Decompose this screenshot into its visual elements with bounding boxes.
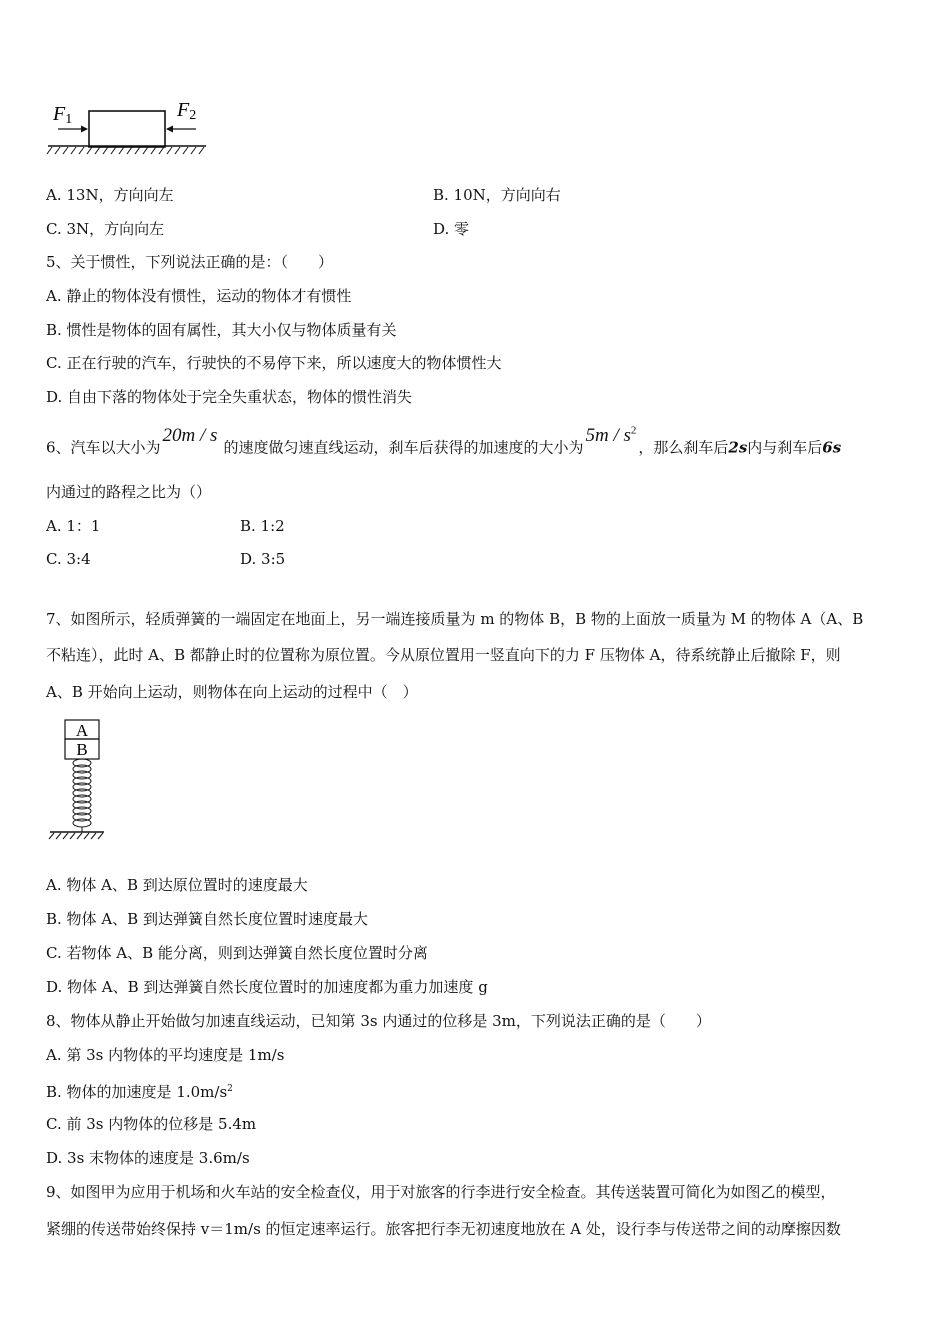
q6-option-b[interactable]: B. 1:2 — [240, 517, 285, 535]
block — [89, 111, 165, 147]
spring-diagram — [44, 718, 110, 842]
f1-label: F1 — [53, 103, 73, 127]
q4-option-d[interactable]: D. 零 — [433, 220, 470, 238]
q5-option-b[interactable]: B. 惯性是物体的固有属性，其大小仅与物体质量有关 — [46, 321, 397, 339]
q5-option-a[interactable]: A. 静止的物体没有惯性，运动的物体才有惯性 — [46, 287, 352, 305]
svg-text:A: A — [75, 721, 89, 740]
q7-stem-line1: 7、如图所示，轻质弹簧的一端固定在地面上，另一端连接质量为 m 的物体 B，B 物的上面放一质量为 M 的物体 A（A、B — [46, 610, 864, 628]
q7-option-b[interactable]: B. 物体 A、B 到达弹簧自然长度位置时速度最大 — [46, 910, 368, 928]
q6-option-a[interactable]: A. 1：1 — [46, 517, 101, 535]
q6-stem: 6、汽车以大小为20m / s的速度做匀速直线运动，刹车后获得的加速度的大小为$5m / s^2$，那么刹车后2s内与刹车后6s — [46, 425, 842, 457]
q8-option-c[interactable]: C. 前 3s 内物体的位移是 5.4m — [46, 1115, 257, 1133]
q8-option-d[interactable]: D. 3s 末物体的速度是 3.6m/s — [46, 1149, 250, 1167]
q5-stem: 5、关于惯性，下列说法正确的是：（ ） — [46, 253, 334, 271]
q8-stem: 8、物体从静止开始做匀加速直线运动，已知第 3s 内通过的位移是 3m，下列说法正确的是（ ） — [46, 1012, 711, 1030]
q4-option-a[interactable]: A. 13N，方向向左 — [46, 186, 174, 204]
q5-option-c[interactable]: C. 正在行驶的汽车，行驶快的不易停下来，所以速度大的物体惯性大 — [46, 354, 502, 372]
force-diagram — [44, 96, 212, 162]
f2-label: F2 — [177, 99, 197, 123]
q8-option-a[interactable]: A. 第 3s 内物体的平均速度是 1m/s — [46, 1046, 285, 1064]
q6-option-c[interactable]: C. 3:4 — [46, 550, 91, 568]
q5-option-d[interactable]: D. 自由下落的物体处于完全失重状态，物体的惯性消失 — [46, 388, 413, 406]
speed-value: 20m / s — [162, 425, 218, 447]
q4-option-c[interactable]: C. 3N，方向向左 — [46, 220, 165, 238]
q7-option-c[interactable]: C. 若物体 A、B 能分离，则到达弹簧自然长度位置时分离 — [46, 944, 428, 962]
q9-stem-line1: 9、如图甲为应用于机场和火车站的安全检查仪，用于对旅客的行李进行安全检查。其传送装置可简化为如图乙的模型， — [46, 1183, 836, 1201]
svg-text:B: B — [76, 740, 88, 759]
q7-option-a[interactable]: A. 物体 A、B 到达原位置时的速度最大 — [46, 876, 308, 894]
accel-value: $5m / s^2$ — [585, 425, 637, 447]
q4-option-b[interactable]: B. 10N，方向向右 — [433, 186, 561, 204]
q7-stem-line2: 不粘连），此时 A、B 都静止时的位置称为原位置。今从原位置用一竖直向下的力 F 压物体 A，待系统静止后撤除 F，则 — [46, 646, 841, 664]
q6-option-d[interactable]: D. 3:5 — [240, 550, 286, 568]
q8-option-b[interactable]: B. 物体的加速度是 $1.0m/s^2$ — [46, 1083, 233, 1101]
q6-stem-cont: 内通过的路程之比为（） — [46, 483, 212, 501]
q7-option-d[interactable]: D. 物体 A、B 到达弹簧自然长度位置时的加速度都为重力加速度 g — [46, 978, 488, 996]
q7-stem-line3: A、B 开始向上运动，则物体在向上运动的过程中（ ） — [46, 683, 418, 701]
q9-stem-line2: 紧绷的传送带始终保持 v＝1m/s 的恒定速率运行。旅客把行李无初速度地放在 A 处，设行李与传送带之间的动摩擦因数 — [46, 1220, 841, 1238]
